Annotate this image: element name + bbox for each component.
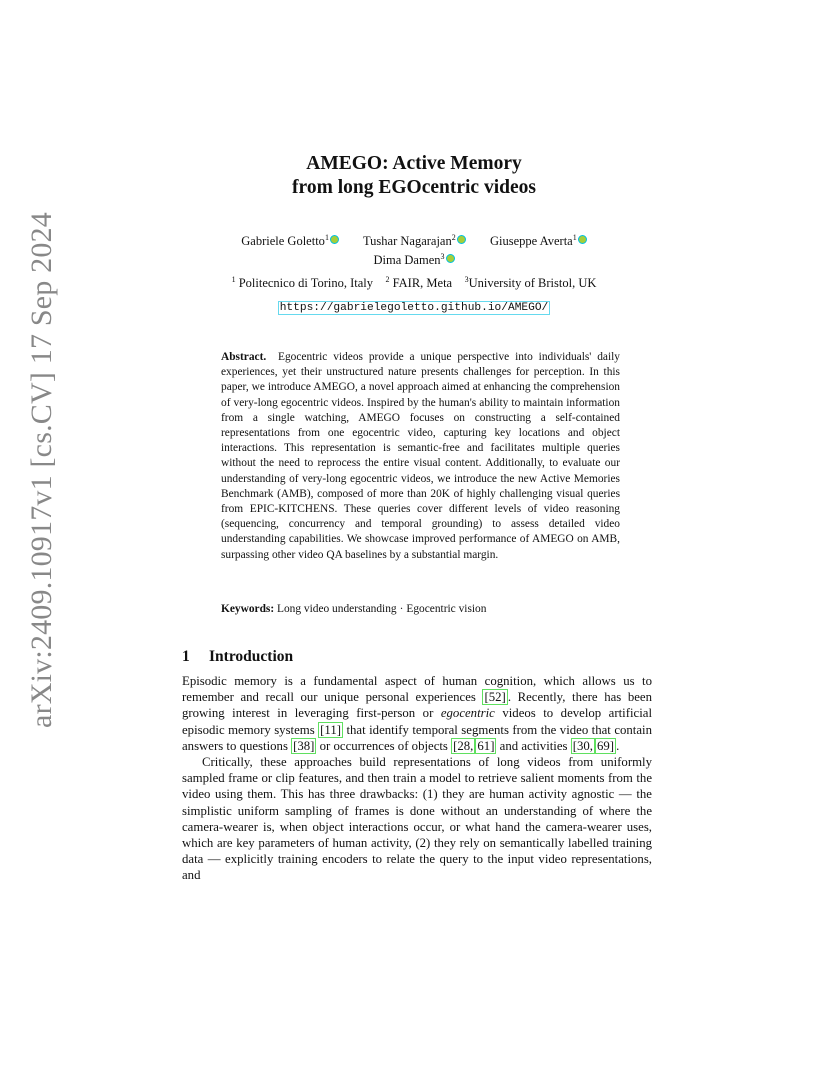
section-heading: [182, 648, 293, 666]
author: [490, 234, 587, 248]
citation-link[interactable]: 69]: [597, 738, 615, 753]
text-run: and activities: [496, 738, 571, 753]
project-link[interactable]: https://gabrielegoletto.github.io/AMEGO/: [279, 302, 549, 314]
author-affiliation-mark: 2: [451, 233, 456, 242]
keyword-separator: ·: [399, 603, 404, 615]
author-affiliation-mark: 1: [324, 233, 329, 242]
affiliations: [0, 275, 828, 291]
text-run: . Recently, there has been growing interest in leveraging first-person or: [182, 690, 652, 721]
keyword: Egocentric vision: [406, 603, 487, 615]
author-name: Gabriele Goletto: [241, 234, 325, 249]
affiliation: FAIR, Meta: [392, 276, 453, 291]
orcid-icon[interactable]: [446, 254, 455, 263]
citation-link[interactable]: [28,: [453, 738, 474, 753]
body-text: [182, 673, 652, 884]
section-number: 1: [182, 648, 190, 665]
title-line-2: from long EGOcentric videos: [292, 177, 536, 198]
text-run: .: [616, 738, 620, 753]
abstract-text: Egocentric videos provide a unique perspective into individuals' daily experiences, yet their unstructured nature presents challenges for perception. In this paper, we introduce AMEGO, a novel approach aimed at enhancing the comprehension of very-long egocentric videos. Inspired by the human's ability to maintain information from a single watching, AMEGO focuses on constructing a self-contained representations from one egocentric video, capturing key locations and object interactions. This representation is semantic-free and facilitates multiple queries without the need to reprocess the entire visual content. Additionally, to evaluate our understanding of very-long egocentric videos, we introduce the new Active Memories Benchmark (AMB), composed of more than 20K of highly challenging visual queries from EPIC-KITCHENS. These queries cover different levels of video reasoning (sequencing, concurrency and temporal grounding) to assess detailed video understanding capabilities. We showcase improved performance of AMEGO on AMB, surpassing other video QA baselines by a substantial margin.: [221, 351, 620, 561]
citation-link[interactable]: 61]: [477, 738, 495, 753]
affiliation: University of Bristol, UK: [468, 276, 597, 291]
title-line-1: AMEGO: Active Memory: [306, 153, 522, 174]
abstract: [221, 350, 620, 563]
author: [374, 253, 455, 267]
arxiv-id: arXiv:2409.10917v1 [cs.CV] 17 Sep 2024: [25, 212, 58, 728]
author-affiliation-mark: 3: [440, 252, 445, 262]
paper-title: [0, 152, 828, 200]
author: [241, 234, 339, 248]
text-run: that identify temporal segments from the video that contain answers to questions: [182, 722, 652, 753]
citation-link[interactable]: [11]: [320, 722, 342, 737]
citation-link[interactable]: [38]: [293, 738, 315, 753]
affiliation-mark: 1: [231, 275, 236, 284]
keywords: [221, 603, 620, 615]
author-name: Tushar Nagarajan: [362, 234, 452, 249]
project-url-row: [0, 297, 828, 315]
author-name: Dima Damen: [373, 253, 441, 268]
author-affiliation-mark: 1: [572, 233, 577, 242]
orcid-icon[interactable]: [330, 235, 339, 244]
citation-link[interactable]: [30,: [572, 738, 593, 753]
paragraph: Critically, these approaches build representations of long videos from uniformly sampled frame or clip features, and then train a model to retrieve salient moments from the video using them. This has three drawbacks: (1) they are human activity agnostic — the simplistic uniform sampling of frames is done without an understanding of where the camera-wearer is, when object interactions occur, or what hand the camera-wearer uses, which are key parameters of human activity, (2) they rely on semantically labelled training data — explicitly training encoders to relate the query to the input video representations, and: [182, 755, 652, 883]
affiliation-mark: 3: [464, 275, 469, 284]
affiliation-mark: 2: [385, 275, 390, 284]
text-run: videos to develop artificial episodic memory systems: [182, 706, 653, 737]
affiliation: Politecnico di Torino, Italy: [238, 276, 373, 291]
text-run: or occurrences of objects: [316, 738, 452, 753]
section-title: Introduction: [209, 648, 294, 665]
author-name: Giuseppe Averta: [489, 234, 573, 249]
orcid-icon[interactable]: [457, 235, 466, 244]
paragraph: [182, 673, 652, 754]
keyword: Long video understanding: [277, 603, 397, 615]
citation-link[interactable]: [52]: [484, 690, 506, 705]
abstract-label: Abstract.: [221, 351, 267, 363]
keywords-label: Keywords:: [221, 603, 275, 615]
author-list: [0, 230, 828, 268]
emphasis: egocentric: [440, 706, 495, 721]
orcid-icon[interactable]: [578, 235, 587, 244]
author: [363, 234, 466, 248]
text-run: Episodic memory is a fundamental aspect of human cognition, which allows us to remember and recall our unique personal experiences: [182, 674, 652, 705]
